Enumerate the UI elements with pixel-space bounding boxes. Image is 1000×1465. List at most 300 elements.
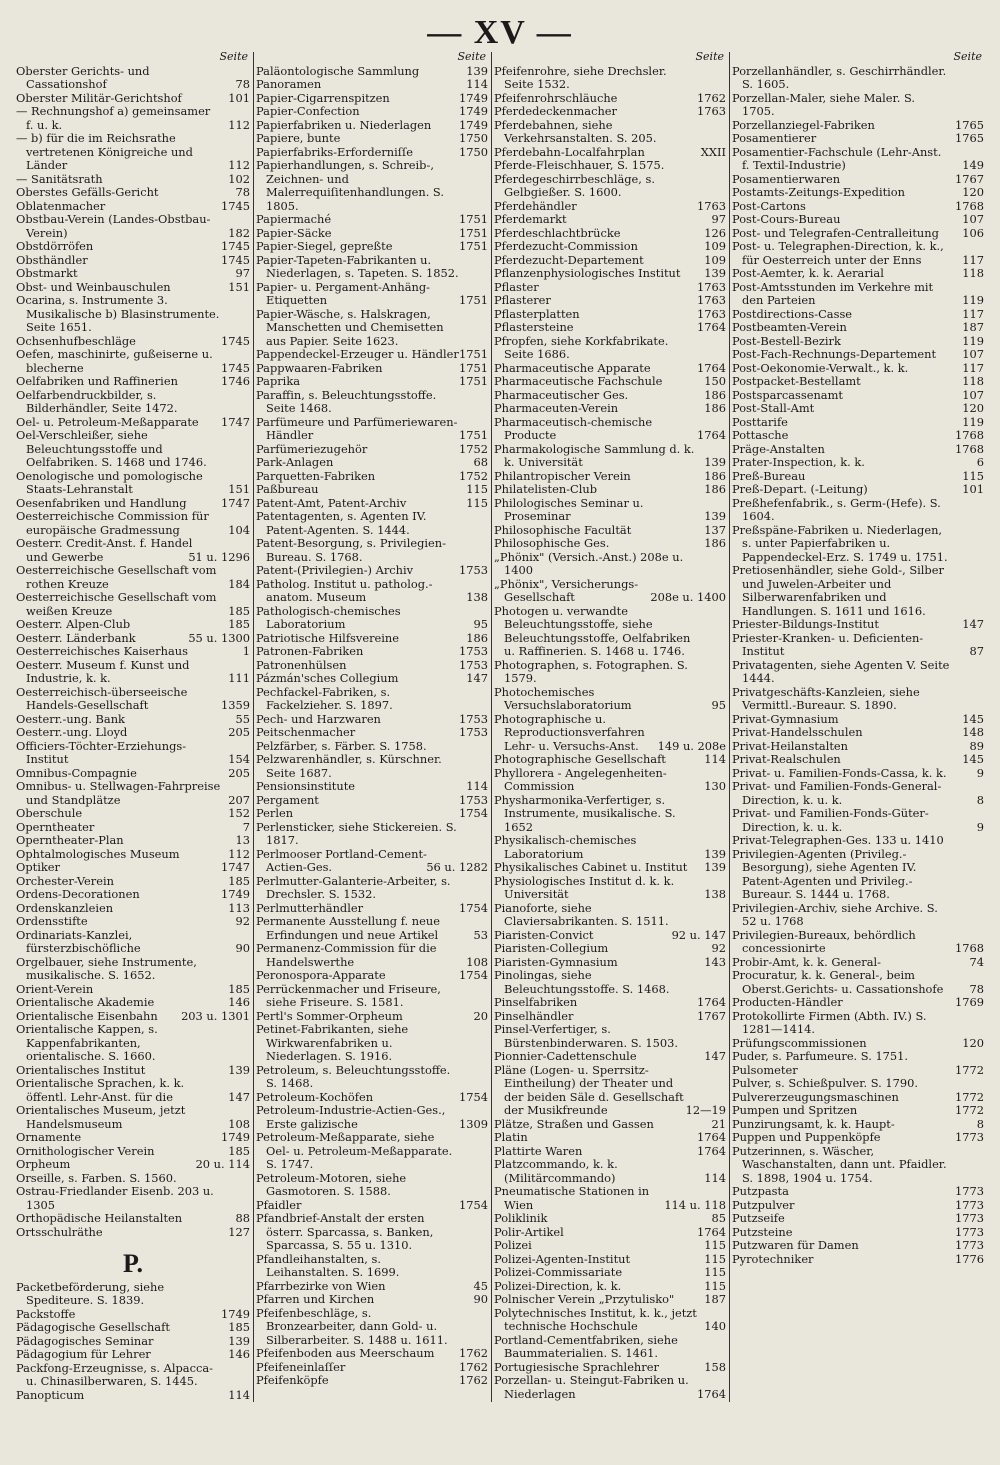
entry-page-ref: 78	[235, 185, 250, 199]
entry-page-ref: 95	[711, 698, 726, 712]
entry-page-ref: 97	[235, 266, 250, 280]
entry-term: Packetbeförderung, siehe Spediteure. S. 1839.	[16, 1279, 165, 1307]
entry-page-ref: 1751	[459, 212, 488, 226]
entry-term: Orseille, s. Farben. S. 1560.	[16, 1170, 177, 1185]
entry-page-ref: 1754	[459, 1089, 488, 1104]
entry-page-ref: 1751	[459, 360, 488, 375]
entry-term: Preß-Depart. (-Leitung)	[732, 482, 868, 496]
entry-term: Phyllorera - Angelegenheiten-Commission	[494, 765, 667, 793]
index-entry	[732, 996, 984, 1010]
entry-term: Papier-Säcke	[256, 225, 332, 240]
index-entry	[732, 1010, 984, 1037]
index-entry	[494, 578, 726, 605]
entry-term: Postsparcassenamt	[732, 387, 843, 402]
index-entry	[256, 537, 488, 564]
index-entry	[732, 1064, 984, 1078]
index-entry	[16, 564, 250, 591]
entry-term: Porzellan-Maler, siehe Maler. S. 1705.	[732, 90, 915, 118]
index-entry	[494, 335, 726, 362]
index-entry	[256, 1361, 488, 1375]
entry-term: Perlen	[256, 806, 294, 820]
entry-page-ref: 1767	[697, 1008, 726, 1023]
entry-term: Packstoffe	[16, 1306, 76, 1321]
entry-page-ref: 55 u. 1300	[188, 630, 250, 645]
index-entry	[732, 1037, 984, 1051]
index-entry	[494, 146, 726, 160]
entry-term: Polizei-Direction, k. k.	[494, 1278, 622, 1293]
index-entry	[16, 240, 250, 254]
entry-page-ref: 119	[962, 293, 984, 307]
entry-page-ref: 92	[235, 914, 250, 928]
entry-term: Pfandbrief-Anstalt der ersten österr. Sparcassa, s. Banken, Sparcassa, S. 55 u. 1310.	[256, 1211, 434, 1252]
entry-page-ref: 1762	[459, 1373, 488, 1387]
entry-term: Perlensticker, siehe Stickereien. S. 1817.	[256, 819, 457, 847]
entry-term: Pinselfabriken	[494, 995, 578, 1009]
index-entry	[494, 105, 726, 119]
index-entry	[16, 929, 250, 956]
page-number: — XV —	[427, 14, 573, 51]
entry-page-ref: 115	[704, 1251, 726, 1266]
index-entry	[732, 1104, 984, 1118]
index-entry	[732, 753, 984, 767]
entry-page-ref: 207	[228, 792, 250, 807]
entry-page-ref: 1	[242, 644, 250, 658]
entry-term: Porzellan- u. Steingut-Fabriken u. Niederlagen	[494, 1373, 689, 1401]
index-entry	[256, 1091, 488, 1105]
entry-page-ref: 145	[962, 711, 984, 726]
entry-term: Piaristen-Collegium	[494, 941, 609, 955]
entry-page-ref: 45	[473, 1278, 488, 1293]
entry-term: Perrückenmacher und Friseure, siehe Friseure. S. 1581.	[256, 981, 441, 1009]
entry-page-ref: 1749	[459, 90, 488, 105]
entry-term: Pfarren und Kirchen	[256, 1292, 375, 1306]
entry-term: Pionnier-Cadettenschule	[494, 1049, 637, 1063]
entry-page-ref: 118	[962, 374, 984, 388]
entry-term: Pfeifenrohrschläuche	[494, 90, 618, 105]
entry-term: Prüfungscommissionen	[732, 1035, 867, 1050]
entry-page-ref: 187	[704, 1292, 726, 1306]
entry-term: Ocarina, s. Instrumente 3. Musikalische b) Blasinstrumente. Seite 1651.	[16, 293, 220, 334]
entry-term: Pfarrbezirke von Wien	[256, 1278, 386, 1293]
entry-page-ref: 152	[228, 806, 250, 820]
entry-page-ref: 53	[473, 927, 488, 942]
entry-term: Preßspäne-Fabriken u. Niederlagen, s. unter Papierfabriken u. Pappendeckel-Erz. S. 1749 u. 1751.	[732, 522, 948, 564]
entry-page-ref: 203 u. 1301	[181, 1008, 250, 1023]
entry-term: Piaristen-Gymnasium	[494, 954, 618, 969]
entry-term: Privatgeschäfts-Kanzleien, siehe Vermittl.-Bureaur. S. 1890.	[732, 684, 920, 712]
entry-page-ref: 139	[466, 63, 488, 78]
index-entry	[732, 119, 984, 133]
entry-page-ref: 1754	[459, 806, 488, 820]
index-entry	[256, 807, 488, 821]
entry-term: Obstdörröfen	[16, 239, 94, 253]
index-entry	[256, 672, 488, 686]
entry-page-ref: 114	[704, 752, 726, 766]
entry-term: Portland-Cementfabriken, siehe Baummaterialien. S. 1461.	[494, 1332, 678, 1360]
entry-page-ref: 1764	[697, 1130, 726, 1144]
entry-page-ref: 186	[704, 401, 726, 415]
entry-term: Producten-Händler	[732, 995, 843, 1009]
index-entry	[732, 834, 984, 848]
index-entry	[256, 105, 488, 119]
index-entry	[256, 821, 488, 848]
index-entry	[256, 605, 488, 632]
entry-page-ref: 115	[704, 1265, 726, 1279]
entry-page-ref: 119	[962, 333, 984, 348]
index-entry	[256, 470, 488, 484]
index-entry	[732, 240, 984, 267]
index-entry	[732, 281, 984, 308]
entry-page-ref: 185	[228, 603, 250, 618]
entry-page-ref: 13	[235, 833, 250, 847]
entry-term: Papier-Confection	[256, 104, 360, 118]
index-entry	[732, 483, 984, 497]
entry-term: Oesterr.-ung. Bank	[16, 711, 125, 726]
entry-term: Privilegien-Bureaux, behördlich concessionirte	[732, 927, 916, 955]
entry-term: Putzwaren für Damen	[732, 1238, 859, 1252]
index-entry	[16, 996, 250, 1010]
entry-page-ref: 1762	[459, 1359, 488, 1374]
entry-term: Ordensstifte	[16, 914, 88, 928]
entry-page-ref: 1754	[459, 968, 488, 982]
entry-term: Privat-Handelsschulen	[732, 725, 863, 739]
entry-term: Petinet-Fabrikanten, siehe Wirkwarenfabriken u. Niederlagen. S. 1916.	[256, 1022, 409, 1063]
index-entry	[256, 78, 488, 92]
entry-page-ref: 205	[228, 725, 250, 739]
index-entry	[732, 92, 984, 119]
entry-page-ref: 185	[228, 981, 250, 996]
entry-page-ref: 158	[704, 1359, 726, 1374]
index-entry	[256, 659, 488, 673]
index-entry	[732, 335, 984, 349]
entry-page-ref: 1772	[955, 1089, 984, 1104]
entry-page-ref: 8	[976, 792, 984, 807]
entry-term: Physharmonika-Verfertiger, s. Instrumente, musikalische. S. 1652	[494, 792, 676, 834]
entry-page-ref: 120	[962, 185, 984, 199]
index-entry	[256, 1023, 488, 1064]
index-entry	[16, 1131, 250, 1145]
entry-page-ref: 139	[704, 455, 726, 469]
index-entry	[256, 159, 488, 213]
entry-term: Paprika	[256, 374, 301, 388]
entry-term: Pferdedeckenmacher	[494, 104, 617, 118]
index-entry	[494, 92, 726, 106]
index-entry	[256, 713, 488, 727]
entry-term: Oesterr. Länderbank	[16, 630, 136, 645]
index-entry	[16, 740, 250, 767]
index-entry	[256, 456, 488, 470]
entry-term: Oesterreichisch-überseeische Handels-Gesellschaft	[16, 684, 188, 712]
index-entry	[16, 92, 250, 106]
entry-term: Paläontologische Sammlung	[256, 63, 420, 78]
index-entry	[494, 308, 726, 322]
entry-page-ref: 106	[962, 225, 984, 240]
index-entry	[16, 254, 250, 268]
entry-term: Postamts-Zeitungs-Expedition	[732, 185, 906, 199]
entry-term: Pottasche	[732, 428, 789, 442]
entry-page-ref: 109	[704, 239, 726, 253]
entry-term: Pferde-Fleischhauer, S. 1575.	[494, 158, 665, 172]
entry-page-ref: 140	[704, 1319, 726, 1333]
index-entry	[494, 1293, 726, 1307]
entry-term: Pyrotechniker	[732, 1251, 814, 1266]
index-entry	[494, 200, 726, 214]
entry-term: Pneumatische Stationen in Wien	[494, 1184, 650, 1212]
entry-page-ref: 1764	[697, 320, 726, 334]
entry-page-ref: 149 u. 208e	[657, 738, 726, 753]
entry-page-ref: 139	[704, 846, 726, 861]
entry-page-ref: 1745	[221, 360, 250, 375]
entry-term: Polizei-Commissariate	[494, 1265, 623, 1279]
index-entry	[256, 578, 488, 605]
entry-page-ref: 107	[962, 212, 984, 226]
index-entry	[256, 1131, 488, 1172]
index-entry	[494, 875, 726, 902]
index-entry	[16, 767, 250, 781]
entry-page-ref: 20	[473, 1008, 488, 1023]
entry-page-ref: 89	[969, 738, 984, 753]
entry-term: Pappwaaren-Fabriken	[256, 360, 383, 375]
entry-page-ref: 92	[711, 941, 726, 955]
entry-term: Pflanzenphysiologisches Institut	[494, 266, 681, 280]
index-entry	[494, 267, 726, 281]
entry-term: Patronenhülsen	[256, 657, 347, 672]
entry-term: Pulsometer	[732, 1062, 798, 1077]
index-entry	[494, 659, 726, 686]
entry-term: Porzellanhändler, s. Geschirrhändler. S. 1605.	[732, 63, 947, 91]
entry-term: Orientalische Kappen, s. Kappenfabrikanten, orientalische. S. 1660.	[16, 1022, 158, 1063]
index-entry	[16, 497, 250, 511]
entry-page-ref: 185	[228, 1143, 250, 1158]
index-entry	[732, 146, 984, 173]
entry-term: Oesenfabriken und Handlung	[16, 495, 187, 510]
index-entry	[16, 132, 250, 173]
entry-page-ref: 114	[466, 77, 488, 91]
index-entry	[16, 348, 250, 375]
index-entry	[256, 1172, 488, 1199]
entry-page-ref: 1751	[459, 374, 488, 388]
entry-term: Pergament	[256, 792, 319, 807]
index-entry	[256, 119, 488, 133]
index-entry	[732, 740, 984, 754]
entry-page-ref: 185	[228, 1320, 250, 1334]
index-entry	[494, 1145, 726, 1159]
index-entry	[256, 1307, 488, 1348]
index-column-3	[494, 50, 726, 1455]
index-entry	[16, 1077, 250, 1104]
index-entry	[16, 618, 250, 632]
index-entry	[16, 1010, 250, 1024]
entry-term: Oefen, maschinirte, gußeiserne u. blecherne	[16, 347, 213, 375]
index-entry	[16, 1362, 250, 1389]
entry-page-ref: 1752	[459, 468, 488, 483]
entry-page-ref: 118	[962, 266, 984, 280]
entry-term: Papiere, bunte	[256, 131, 341, 145]
entry-term: Priester-Bildungs-Institut	[732, 617, 879, 631]
index-entry	[732, 213, 984, 227]
entry-term: Paraffin, s. Beleuchtungsstoffe. Seite 1468.	[256, 387, 437, 415]
index-entry	[494, 1118, 726, 1132]
entry-term: Papierfabriken u. Niederlagen	[256, 117, 432, 132]
index-entry	[494, 1185, 726, 1212]
index-entry	[494, 1280, 726, 1294]
entry-page-ref: 1753	[459, 711, 488, 726]
entry-page-ref: 109	[704, 252, 726, 267]
entry-page-ref: 1747	[221, 495, 250, 510]
index-entry	[16, 65, 250, 92]
index-entry	[494, 1239, 726, 1253]
index-entry	[732, 524, 984, 565]
entry-page-ref: 90	[473, 1292, 488, 1306]
entry-term: Post-Cartons	[732, 198, 806, 213]
entry-term: Ornamente	[16, 1130, 82, 1144]
index-entry	[256, 1347, 488, 1361]
entry-page-ref: 1751	[459, 239, 488, 253]
entry-term: Orientalische Sprachen, k. k. öffentl. Lehr-Anst. für die	[16, 1076, 185, 1104]
entry-term: Papierhandlungen, s. Schreib-, Zeichnen- und Malerrequiſitenhandlungen. S. 1805.	[256, 158, 444, 213]
index-entry	[256, 443, 488, 457]
entry-term: Pfeifenköpfe	[256, 1373, 329, 1387]
entry-term: Patronen-Fabriken	[256, 644, 364, 658]
index-entry	[494, 389, 726, 403]
entry-page-ref: 1768	[955, 428, 984, 442]
entry-term: Putzpasta	[732, 1184, 789, 1198]
entry-page-ref: 1751	[459, 225, 488, 240]
entry-term: Optiker	[16, 860, 60, 874]
entry-term: Packfong-Erzeugnisse, s. Alpacca- u. Chinasilberwaren, S. 1445.	[16, 1360, 213, 1388]
entry-page-ref: 205	[228, 765, 250, 780]
index-entry	[732, 956, 984, 970]
entry-term: Pädagogisches Seminar	[16, 1333, 154, 1348]
index-entry	[494, 173, 726, 200]
entry-term: Putzsteine	[732, 1224, 793, 1239]
entry-page-ref: 117	[962, 252, 984, 267]
entry-page-ref: 117	[962, 360, 984, 375]
entry-term: — Sanitätsrath	[16, 171, 103, 186]
entry-term: Post-Amtsstunden im Verkehre mit den Parteien	[732, 279, 934, 307]
entry-term: Post- und Telegrafen-Centralleitung	[732, 225, 939, 240]
column-divider	[729, 52, 730, 1402]
index-entry	[732, 1118, 984, 1132]
index-entry	[16, 780, 250, 807]
entry-page-ref: 115	[704, 1278, 726, 1293]
entry-page-ref: 151	[228, 482, 250, 496]
entry-page-ref: 115	[962, 468, 984, 483]
entry-term: Orientalisches Institut	[16, 1062, 146, 1077]
entry-page-ref: 139	[228, 1062, 250, 1077]
entry-term: Pathologisch-chemisches Laboratorium	[256, 603, 401, 631]
index-entry	[16, 389, 250, 416]
index-entry	[494, 483, 726, 497]
entry-term: Privilegien-Archiv, siehe Archive. S. 52 u. 1768	[732, 900, 938, 928]
index-entry	[732, 416, 984, 430]
index-entry	[256, 686, 488, 713]
index-entry	[16, 173, 250, 187]
entry-term: Polytechnisches Institut, k. k., jetzt technische Hochschule	[494, 1305, 697, 1333]
entry-page-ref: 184	[228, 576, 250, 591]
entry-term: Post-Oekonomie-Verwalt., k. k.	[732, 360, 909, 375]
index-entry	[494, 1010, 726, 1024]
index-entry	[16, 956, 250, 983]
index-entry	[256, 362, 488, 376]
entry-term: Patent-(Privilegien-) Archiv	[256, 563, 414, 577]
index-entry	[256, 510, 488, 537]
entry-term: Panoramen	[256, 77, 322, 91]
index-entry	[494, 902, 726, 929]
entry-term: Polizei-Agenten-Institut	[494, 1251, 631, 1266]
entry-term: Privat- und Familien-Fonds-General-Direction, k. u. k.	[732, 779, 942, 807]
index-entry	[256, 1293, 488, 1307]
entry-page-ref: 186	[704, 468, 726, 483]
entry-page-ref: 1753	[459, 644, 488, 658]
index-entry	[16, 200, 250, 214]
entry-term: Oesterreichische Commission für europäische Gradmessung	[16, 509, 209, 537]
entry-term: Permanente Ausstellung f. neue Erfindungen und neue Artikel	[256, 914, 440, 942]
entry-term: Punzirungsamt, k. k. Haupt-	[732, 1116, 895, 1131]
index-entry	[732, 1077, 984, 1091]
entry-page-ref: 1359	[221, 698, 250, 712]
index-entry	[494, 605, 726, 659]
entry-term: — Rechnungshof a) gemeinsamer f. u. k.	[16, 104, 211, 132]
entry-page-ref: 111	[228, 671, 250, 685]
entry-page-ref: 1753	[459, 792, 488, 807]
entry-page-ref: 12—19	[685, 1103, 726, 1117]
entry-term: Oenologische und pomologische Staats-Lehranstalt	[16, 468, 203, 496]
entry-page-ref: 114	[704, 1170, 726, 1185]
entry-term: Pfandleihanstalten, s. Leihanstalten. S. 1699.	[256, 1251, 400, 1279]
entry-term: Physikalisch-chemisches Laboratorium	[494, 833, 637, 861]
entry-page-ref: 186	[704, 387, 726, 402]
entry-term: Privat-Telegraphen-Ges. 133 u. 1410	[732, 833, 944, 847]
index-entry	[16, 861, 250, 875]
entry-page-ref: 1776	[955, 1251, 984, 1266]
entry-page-ref: 1745	[221, 239, 250, 253]
entry-page-ref: 1765	[955, 117, 984, 132]
entry-term: Post-Cours-Bureau	[732, 212, 841, 226]
entry-term: Orchester-Verein	[16, 873, 114, 888]
entry-page-ref: 120	[962, 1035, 984, 1050]
entry-term: Orthopädische Heilanstalten	[16, 1211, 183, 1225]
index-entry	[732, 429, 984, 443]
entry-page-ref: 1751	[459, 428, 488, 442]
entry-page-ref: 1749	[221, 887, 250, 901]
index-entry	[16, 470, 250, 497]
entry-term: Pensionsinstitute	[256, 779, 356, 793]
entry-term: Peronospora-Apparate	[256, 968, 386, 982]
index-entry	[732, 929, 984, 956]
entry-page-ref: 1753	[459, 563, 488, 577]
index-entry	[256, 254, 488, 281]
entry-page-ref: 139	[704, 266, 726, 280]
entry-page-ref: 120	[962, 401, 984, 415]
index-entry	[16, 105, 250, 132]
entry-page-ref: 9	[976, 819, 984, 834]
entry-term: Pelzfärber, s. Färber. S. 1758.	[256, 738, 427, 753]
entry-page-ref: 137	[704, 522, 726, 537]
index-entry	[732, 348, 984, 362]
entry-term: Pechfackel-Fabriken, s. Fackelzieher. S. 1897.	[256, 684, 393, 712]
index-entry	[256, 483, 488, 497]
entry-page-ref: 101	[962, 482, 984, 496]
entry-page-ref: 1768	[955, 441, 984, 456]
entry-page-ref: 78	[235, 77, 250, 91]
entry-term: Privat- und Familien-Fonds-Güter-Direction, k. u. k.	[732, 806, 929, 834]
entry-page-ref: 1763	[697, 279, 726, 294]
index-column-1	[16, 50, 250, 1455]
index-entry	[732, 564, 984, 618]
entry-term: Protokollirte Firmen (Abth. IV.) S. 1281—1414.	[732, 1008, 927, 1036]
entry-term: Piaristen-Convict	[494, 927, 594, 942]
